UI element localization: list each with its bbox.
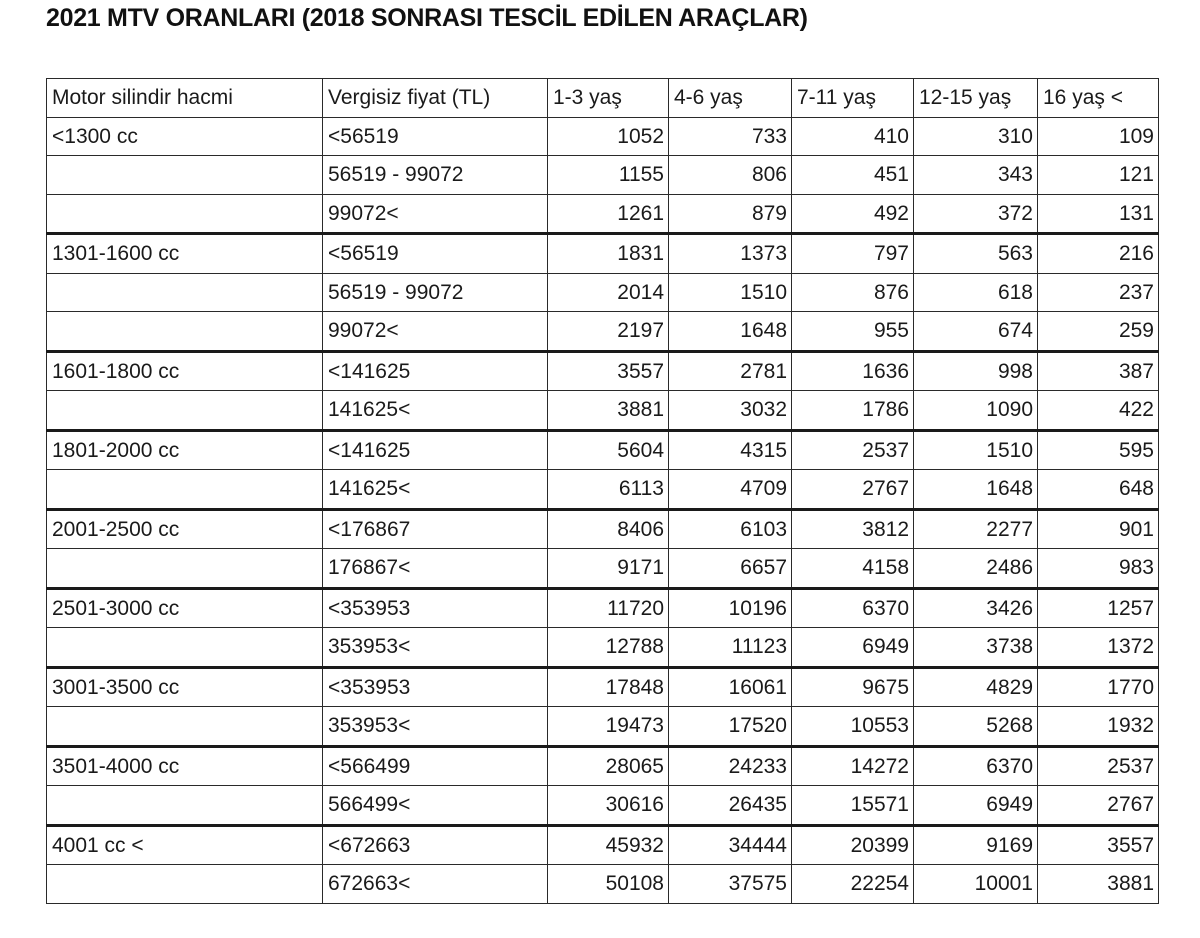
engine-volume-cell: 1301-1600 cc (47, 234, 323, 274)
age-1-3-cell: 30616 (548, 786, 669, 826)
age-12-15-cell: 674 (914, 312, 1038, 352)
table-row (47, 588, 1159, 628)
age-4-6-cell: 1510 (669, 273, 792, 312)
age-12-15-cell: 2277 (914, 509, 1038, 549)
table-row (47, 707, 1159, 747)
age-12-15-cell: 1648 (914, 470, 1038, 510)
engine-volume-cell: 3501-4000 cc (47, 746, 323, 786)
engine-volume-cell: 1601-1800 cc (47, 351, 323, 391)
engine-volume-cell (47, 470, 323, 510)
age-7-11-cell: 2537 (792, 430, 914, 470)
pretax-price-cell: 141625< (323, 391, 548, 431)
age-7-11-cell: 15571 (792, 786, 914, 826)
engine-volume-cell (47, 549, 323, 589)
engine-volume-cell (47, 391, 323, 431)
engine-volume-cell: 2501-3000 cc (47, 588, 323, 628)
table-row (47, 786, 1159, 826)
age-16-plus-cell: 648 (1038, 470, 1159, 510)
table-row (47, 509, 1159, 549)
age-16-plus-cell: 1372 (1038, 628, 1159, 668)
age-12-15-cell: 9169 (914, 825, 1038, 865)
age-1-3-cell: 1261 (548, 194, 669, 234)
table-row (47, 234, 1159, 274)
age-7-11-cell: 492 (792, 194, 914, 234)
age-4-6-cell: 733 (669, 117, 792, 156)
age-7-11-cell: 6949 (792, 628, 914, 668)
age-7-11-cell: 955 (792, 312, 914, 352)
pretax-price-cell: 176867< (323, 549, 548, 589)
age-16-plus-cell: 121 (1038, 156, 1159, 195)
age-12-15-cell: 5268 (914, 707, 1038, 747)
age-12-15-cell: 3426 (914, 588, 1038, 628)
age-4-6-cell: 2781 (669, 351, 792, 391)
age-4-6-cell: 806 (669, 156, 792, 195)
header-pretax-price: Vergisiz fiyat (TL) (323, 79, 548, 118)
header-engine-volume: Motor silindir hacmi (47, 79, 323, 118)
pretax-price-cell: 56519 - 99072 (323, 156, 548, 195)
age-1-3-cell: 28065 (548, 746, 669, 786)
engine-volume-cell: 2001-2500 cc (47, 509, 323, 549)
engine-volume-cell: 1801-2000 cc (47, 430, 323, 470)
engine-volume-cell (47, 194, 323, 234)
header-age-7-11: 7-11 yaş (792, 79, 914, 118)
age-7-11-cell: 6370 (792, 588, 914, 628)
age-7-11-cell: 2767 (792, 470, 914, 510)
age-1-3-cell: 19473 (548, 707, 669, 747)
header-age-12-15: 12-15 yaş (914, 79, 1038, 118)
age-1-3-cell: 45932 (548, 825, 669, 865)
age-4-6-cell: 1648 (669, 312, 792, 352)
age-4-6-cell: 16061 (669, 667, 792, 707)
pretax-price-cell: <141625 (323, 430, 548, 470)
pretax-price-cell: 672663< (323, 865, 548, 904)
age-4-6-cell: 879 (669, 194, 792, 234)
age-1-3-cell: 2197 (548, 312, 669, 352)
pretax-price-cell: <566499 (323, 746, 548, 786)
engine-volume-cell: 4001 cc < (47, 825, 323, 865)
age-4-6-cell: 24233 (669, 746, 792, 786)
age-4-6-cell: 11123 (669, 628, 792, 668)
pretax-price-cell: <353953 (323, 667, 548, 707)
age-7-11-cell: 22254 (792, 865, 914, 904)
age-1-3-cell: 6113 (548, 470, 669, 510)
age-12-15-cell: 310 (914, 117, 1038, 156)
pretax-price-cell: 99072< (323, 312, 548, 352)
table-row (47, 746, 1159, 786)
age-16-plus-cell: 2537 (1038, 746, 1159, 786)
age-1-3-cell: 3881 (548, 391, 669, 431)
table-row (47, 865, 1159, 904)
age-7-11-cell: 10553 (792, 707, 914, 747)
age-1-3-cell: 17848 (548, 667, 669, 707)
table-row (47, 156, 1159, 195)
age-7-11-cell: 451 (792, 156, 914, 195)
age-4-6-cell: 17520 (669, 707, 792, 747)
age-7-11-cell: 410 (792, 117, 914, 156)
age-16-plus-cell: 216 (1038, 234, 1159, 274)
age-12-15-cell: 2486 (914, 549, 1038, 589)
age-7-11-cell: 9675 (792, 667, 914, 707)
mtv-rates-table (46, 78, 1159, 904)
table-row (47, 667, 1159, 707)
age-4-6-cell: 37575 (669, 865, 792, 904)
age-1-3-cell: 5604 (548, 430, 669, 470)
age-16-plus-cell: 595 (1038, 430, 1159, 470)
age-4-6-cell: 3032 (669, 391, 792, 431)
age-16-plus-cell: 1770 (1038, 667, 1159, 707)
age-1-3-cell: 8406 (548, 509, 669, 549)
age-4-6-cell: 26435 (669, 786, 792, 826)
age-1-3-cell: 1155 (548, 156, 669, 195)
age-4-6-cell: 6657 (669, 549, 792, 589)
table-row (47, 391, 1159, 431)
age-4-6-cell: 4709 (669, 470, 792, 510)
age-4-6-cell: 6103 (669, 509, 792, 549)
table-row (47, 430, 1159, 470)
age-7-11-cell: 797 (792, 234, 914, 274)
table-body (47, 117, 1159, 903)
table-row (47, 628, 1159, 668)
pretax-price-cell: <672663 (323, 825, 548, 865)
age-16-plus-cell: 387 (1038, 351, 1159, 391)
age-16-plus-cell: 237 (1038, 273, 1159, 312)
pretax-price-cell: <353953 (323, 588, 548, 628)
table-row (47, 470, 1159, 510)
age-16-plus-cell: 2767 (1038, 786, 1159, 826)
table-row (47, 194, 1159, 234)
age-7-11-cell: 876 (792, 273, 914, 312)
age-1-3-cell: 3557 (548, 351, 669, 391)
header-age-4-6: 4-6 yaş (669, 79, 792, 118)
engine-volume-cell: 3001-3500 cc (47, 667, 323, 707)
engine-volume-cell (47, 707, 323, 747)
engine-volume-cell: <1300 cc (47, 117, 323, 156)
age-16-plus-cell: 3557 (1038, 825, 1159, 865)
header-age-1-3: 1-3 yaş (548, 79, 669, 118)
table-row (47, 825, 1159, 865)
table-row (47, 273, 1159, 312)
age-16-plus-cell: 3881 (1038, 865, 1159, 904)
age-12-15-cell: 1090 (914, 391, 1038, 431)
pretax-price-cell: <56519 (323, 117, 548, 156)
pretax-price-cell: 56519 - 99072 (323, 273, 548, 312)
pretax-price-cell: <56519 (323, 234, 548, 274)
table-row (47, 117, 1159, 156)
age-12-15-cell: 10001 (914, 865, 1038, 904)
engine-volume-cell (47, 865, 323, 904)
age-1-3-cell: 50108 (548, 865, 669, 904)
age-12-15-cell: 3738 (914, 628, 1038, 668)
age-12-15-cell: 6370 (914, 746, 1038, 786)
age-1-3-cell: 1831 (548, 234, 669, 274)
engine-volume-cell (47, 312, 323, 352)
age-4-6-cell: 34444 (669, 825, 792, 865)
table-row (47, 312, 1159, 352)
age-16-plus-cell: 901 (1038, 509, 1159, 549)
pretax-price-cell: 353953< (323, 707, 548, 747)
age-12-15-cell: 563 (914, 234, 1038, 274)
age-1-3-cell: 1052 (548, 117, 669, 156)
engine-volume-cell (47, 786, 323, 826)
engine-volume-cell (47, 273, 323, 312)
age-7-11-cell: 20399 (792, 825, 914, 865)
age-1-3-cell: 11720 (548, 588, 669, 628)
age-1-3-cell: 12788 (548, 628, 669, 668)
age-16-plus-cell: 422 (1038, 391, 1159, 431)
age-7-11-cell: 1786 (792, 391, 914, 431)
age-12-15-cell: 6949 (914, 786, 1038, 826)
age-16-plus-cell: 1932 (1038, 707, 1159, 747)
age-4-6-cell: 1373 (669, 234, 792, 274)
header-age-16-plus: 16 yaş < (1038, 79, 1159, 118)
age-16-plus-cell: 259 (1038, 312, 1159, 352)
age-16-plus-cell: 983 (1038, 549, 1159, 589)
table-header-row (47, 79, 1159, 118)
pretax-price-cell: 99072< (323, 194, 548, 234)
pretax-price-cell: 141625< (323, 470, 548, 510)
table-row (47, 549, 1159, 589)
age-12-15-cell: 998 (914, 351, 1038, 391)
age-7-11-cell: 3812 (792, 509, 914, 549)
pretax-price-cell: 353953< (323, 628, 548, 668)
age-4-6-cell: 10196 (669, 588, 792, 628)
age-7-11-cell: 14272 (792, 746, 914, 786)
age-12-15-cell: 1510 (914, 430, 1038, 470)
age-16-plus-cell: 1257 (1038, 588, 1159, 628)
age-12-15-cell: 343 (914, 156, 1038, 195)
table-row (47, 351, 1159, 391)
pretax-price-cell: 566499< (323, 786, 548, 826)
engine-volume-cell (47, 628, 323, 668)
age-4-6-cell: 4315 (669, 430, 792, 470)
engine-volume-cell (47, 156, 323, 195)
document-title: 2021 MTV ORANLARI (2018 SONRASI TESCİL EDİLEN ARAÇLAR) (46, 4, 808, 32)
age-12-15-cell: 372 (914, 194, 1038, 234)
pretax-price-cell: <176867 (323, 509, 548, 549)
age-16-plus-cell: 109 (1038, 117, 1159, 156)
age-12-15-cell: 618 (914, 273, 1038, 312)
pretax-price-cell: <141625 (323, 351, 548, 391)
age-1-3-cell: 9171 (548, 549, 669, 589)
age-12-15-cell: 4829 (914, 667, 1038, 707)
age-16-plus-cell: 131 (1038, 194, 1159, 234)
age-7-11-cell: 1636 (792, 351, 914, 391)
age-7-11-cell: 4158 (792, 549, 914, 589)
age-1-3-cell: 2014 (548, 273, 669, 312)
